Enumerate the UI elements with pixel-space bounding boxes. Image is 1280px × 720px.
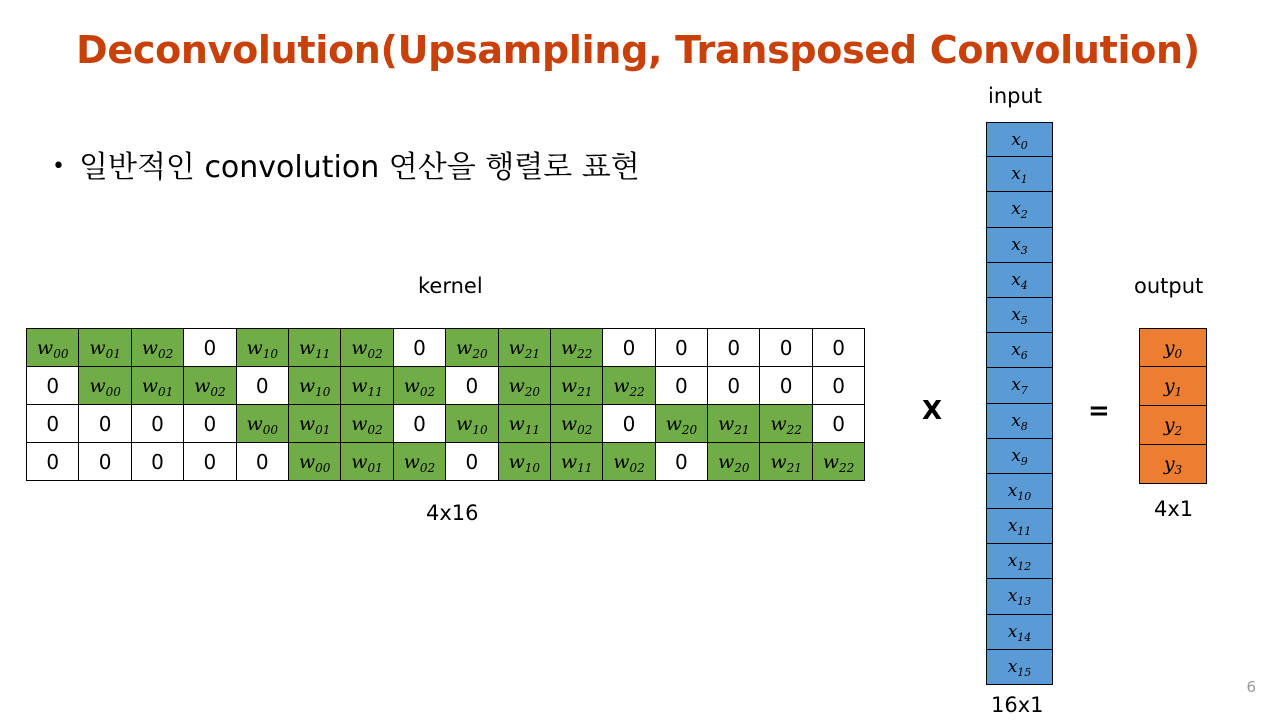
kernel-cell: 0	[27, 405, 79, 443]
variable-w21: $w_{21}$	[770, 450, 802, 475]
output-vector	[1139, 328, 1207, 484]
kernel-cell	[27, 329, 79, 367]
kernel-cell	[446, 405, 498, 443]
variable-x8: $x_8$	[1011, 410, 1028, 433]
kernel-cell	[498, 405, 550, 443]
kernel-cell	[131, 367, 183, 405]
kernel-cell	[498, 367, 550, 405]
kernel-cell	[393, 443, 445, 481]
variable-w10: $w_{10}$	[508, 450, 540, 475]
variable-w22: $w_{22}$	[822, 450, 855, 475]
kernel-dims: 4x16	[426, 501, 479, 525]
equals-operator: =	[1088, 396, 1110, 426]
input-cell	[986, 228, 1053, 263]
kernel-row	[27, 443, 865, 481]
input-cell	[986, 579, 1053, 614]
kernel-cell: 0	[27, 367, 79, 405]
variable-w02: $w_{02}$	[613, 450, 645, 475]
output-cell	[1139, 445, 1207, 484]
variable-x7: $x_7$	[1011, 375, 1028, 398]
output-cell	[1139, 328, 1207, 367]
kernel-cell	[708, 405, 760, 443]
input-cell	[986, 615, 1053, 650]
kernel-cell: 0	[131, 443, 183, 481]
variable-x4: $x_4$	[1011, 269, 1028, 292]
variable-y3: $y_3$	[1163, 453, 1183, 477]
kernel-cell	[393, 367, 445, 405]
kernel-cell	[288, 367, 340, 405]
kernel-cell: 0	[79, 405, 131, 443]
kernel-cell	[760, 405, 812, 443]
variable-w01: $w_{01}$	[89, 336, 121, 361]
multiply-operator: X	[922, 396, 943, 426]
slide-title: Deconvolution(Upsampling, Transposed Convolution)	[76, 28, 1200, 72]
kernel-cell: 0	[603, 405, 655, 443]
kernel-cell: 0	[27, 443, 79, 481]
kernel-cell: 0	[812, 329, 864, 367]
kernel-cell: 0	[603, 329, 655, 367]
kernel-cell: 0	[184, 443, 236, 481]
bullet-point	[52, 142, 640, 186]
variable-w20: $w_{20}$	[718, 450, 750, 475]
variable-y0: $y_0$	[1163, 337, 1183, 361]
variable-x2: $x_2$	[1011, 199, 1028, 222]
variable-w21: $w_{21}$	[718, 412, 750, 437]
kernel-cell	[550, 329, 602, 367]
kernel-cell: 0	[655, 443, 707, 481]
variable-w02: $w_{02}$	[403, 450, 436, 475]
variable-w00: $w_{00}$	[36, 336, 69, 361]
kernel-cell	[550, 443, 602, 481]
kernel-cell: 0	[236, 443, 288, 481]
variable-x3: $x_3$	[1011, 234, 1028, 257]
kernel-cell	[446, 329, 498, 367]
variable-w22: $w_{22}$	[613, 374, 645, 399]
input-cell	[986, 333, 1053, 368]
kernel-cell: 0	[812, 405, 864, 443]
variable-w02: $w_{02}$	[141, 336, 174, 361]
bullet-symbol: •	[52, 154, 65, 179]
kernel-cell: 0	[708, 329, 760, 367]
kernel-row	[27, 405, 865, 443]
kernel-cell	[603, 443, 655, 481]
variable-w01: $w_{01}$	[298, 412, 331, 437]
variable-x11: $x_{11}$	[1007, 516, 1032, 539]
variable-x14: $x_{14}$	[1007, 621, 1032, 644]
bullet-text: 일반적인 convolution 연산을 행렬로 표현	[78, 150, 640, 185]
kernel-cell	[341, 367, 393, 405]
input-cell	[986, 157, 1053, 192]
variable-w11: $w_{11}$	[298, 336, 331, 361]
kernel-cell	[341, 443, 393, 481]
kernel-cell	[236, 329, 288, 367]
kernel-cell	[288, 443, 340, 481]
kernel-cell	[550, 405, 602, 443]
kernel-cell: 0	[184, 405, 236, 443]
kernel-cell: 0	[131, 405, 183, 443]
variable-x5: $x_5$	[1011, 304, 1028, 327]
kernel-cell	[498, 329, 550, 367]
variable-w21: $w_{21}$	[508, 336, 540, 361]
variable-w20: $w_{20}$	[508, 374, 540, 399]
input-cell	[986, 298, 1053, 333]
variable-w10: $w_{10}$	[246, 336, 279, 361]
variable-x0: $x_0$	[1011, 130, 1028, 152]
variable-w22: $w_{22}$	[560, 336, 593, 361]
kernel-cell: 0	[812, 367, 864, 405]
input-cell	[986, 439, 1053, 474]
variable-y2: $y_2$	[1163, 414, 1183, 438]
kernel-cell	[236, 405, 288, 443]
variable-y1: $y_1$	[1163, 375, 1183, 399]
input-cell	[986, 404, 1053, 439]
input-cell	[986, 650, 1053, 685]
kernel-label: kernel	[418, 274, 483, 298]
output-dims: 4x1	[1154, 497, 1194, 521]
variable-w22: $w_{22}$	[770, 412, 802, 437]
kernel-cell	[131, 329, 183, 367]
variable-w01: $w_{01}$	[141, 374, 174, 399]
kernel-cell	[655, 405, 707, 443]
variable-x15: $x_{15}$	[1007, 656, 1032, 679]
variable-w10: $w_{10}$	[298, 374, 331, 399]
kernel-cell: 0	[760, 329, 812, 367]
input-cell	[986, 509, 1053, 544]
kernel-cell: 0	[236, 367, 288, 405]
kernel-cell	[550, 367, 602, 405]
page-number: 6	[1246, 678, 1256, 696]
variable-w02: $w_{02}$	[194, 374, 226, 399]
kernel-cell	[288, 329, 340, 367]
kernel-cell	[708, 443, 760, 481]
kernel-cell: 0	[446, 367, 498, 405]
kernel-cell: 0	[79, 443, 131, 481]
variable-x13: $x_{13}$	[1007, 586, 1032, 609]
kernel-cell: 0	[760, 367, 812, 405]
kernel-cell	[184, 367, 236, 405]
input-vector	[986, 122, 1053, 685]
kernel-cell	[812, 443, 864, 481]
variable-x1: $x_1$	[1011, 164, 1028, 187]
output-cell	[1139, 367, 1207, 406]
variable-w11: $w_{11}$	[560, 450, 593, 475]
kernel-cell: 0	[708, 367, 760, 405]
kernel-cell: 0	[655, 367, 707, 405]
variable-w20: $w_{20}$	[456, 336, 488, 361]
variable-x10: $x_{10}$	[1007, 480, 1032, 503]
input-cell	[986, 368, 1053, 403]
variable-w11: $w_{11}$	[508, 412, 540, 437]
kernel-cell: 0	[655, 329, 707, 367]
variable-w02: $w_{02}$	[403, 374, 436, 399]
output-cell	[1139, 406, 1207, 445]
input-cell	[986, 192, 1053, 227]
kernel-cell	[498, 443, 550, 481]
input-cell	[986, 544, 1053, 579]
kernel-cell	[603, 367, 655, 405]
variable-w11: $w_{11}$	[351, 374, 383, 399]
variable-x9: $x_9$	[1011, 445, 1028, 468]
kernel-cell	[79, 329, 131, 367]
variable-x12: $x_{12}$	[1007, 551, 1032, 574]
variable-w02: $w_{02}$	[560, 412, 593, 437]
kernel-row	[27, 367, 865, 405]
variable-w00: $w_{00}$	[89, 374, 121, 399]
output-label: output	[1134, 274, 1204, 298]
kernel-cell	[288, 405, 340, 443]
variable-w21: $w_{21}$	[560, 374, 593, 399]
variable-w00: $w_{00}$	[246, 412, 279, 437]
kernel-matrix	[26, 328, 865, 481]
kernel-cell: 0	[184, 329, 236, 367]
input-cell	[986, 122, 1053, 157]
kernel-cell: 0	[446, 443, 498, 481]
input-label: input	[988, 84, 1043, 108]
kernel-cell	[341, 405, 393, 443]
variable-w01: $w_{01}$	[351, 450, 383, 475]
variable-w20: $w_{20}$	[665, 412, 698, 437]
variable-w02: $w_{02}$	[351, 412, 383, 437]
variable-x6: $x_6$	[1011, 340, 1028, 363]
kernel-cell	[79, 367, 131, 405]
kernel-cell: 0	[393, 329, 445, 367]
variable-w02: $w_{02}$	[351, 336, 383, 361]
kernel-cell	[341, 329, 393, 367]
input-dims: 16x1	[991, 693, 1044, 717]
kernel-cell	[760, 443, 812, 481]
variable-w10: $w_{10}$	[456, 412, 488, 437]
variable-w00: $w_{00}$	[298, 450, 331, 475]
input-cell	[986, 263, 1053, 298]
input-cell	[986, 474, 1053, 509]
kernel-cell: 0	[393, 405, 445, 443]
kernel-row	[27, 329, 865, 367]
